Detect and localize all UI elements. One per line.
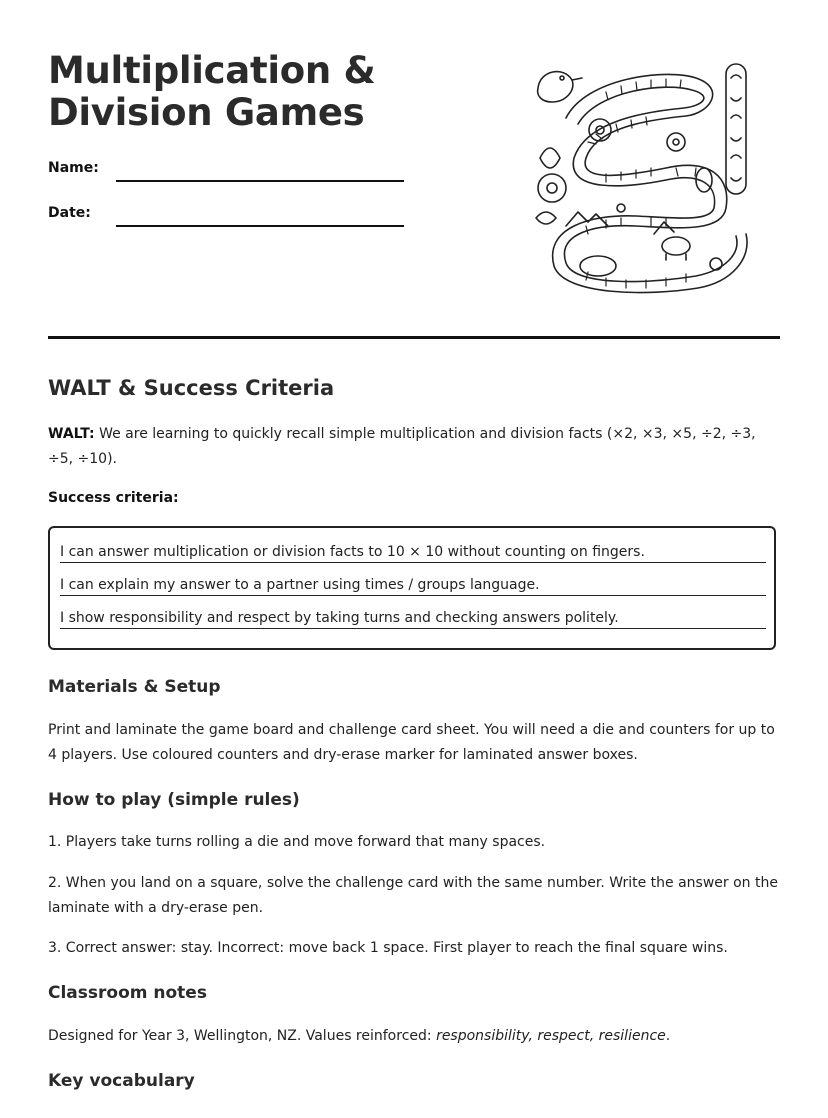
rule-step: 1. Players take turns rolling a die and move forward that many spaces. — [48, 834, 546, 850]
criteria-text: I can answer multiplication or division facts to 10 × 10 without counting on fingers. — [60, 544, 645, 560]
notes-values: responsibility, respect, resilience — [436, 1028, 666, 1044]
date-label: Date: — [48, 205, 91, 221]
success-criteria-label: Success criteria: — [48, 490, 179, 506]
game-board-illustration-icon — [526, 58, 766, 302]
criteria-row — [60, 544, 766, 563]
success-criteria-box — [48, 526, 776, 650]
rule-step: 3. Correct answer: stay. Incorrect: move back 1 space. First player to reach the final square wins. — [48, 940, 728, 956]
walt-label: WALT: — [48, 426, 95, 442]
criteria-row — [60, 610, 766, 629]
classroom-notes-heading: Classroom notes — [48, 983, 207, 1003]
criteria-text: I can explain my answer to a partner using times / groups language. — [60, 577, 540, 593]
notes-suffix: . — [665, 1028, 671, 1044]
how-to-play-heading: How to play (simple rules) — [48, 790, 300, 810]
classroom-notes-text — [48, 1024, 780, 1049]
rule-step: 2. When you land on a square, solve the challenge card with the same number. Write the answer on the laminate with a dry-erase pen. — [48, 875, 778, 916]
walt-statement — [48, 422, 780, 472]
walt-text: We are learning to quickly recall simple multiplication and division facts (×2, ×3, ×5, ÷2, ÷3, ÷5, ÷10). — [48, 426, 756, 467]
date-field[interactable] — [116, 225, 404, 227]
title-line-1: Multiplication & — [48, 49, 376, 92]
header-divider — [48, 336, 780, 339]
criteria-row — [60, 577, 766, 596]
notes-prefix: Designed for Year 3, Wellington, NZ. Values reinforced: — [48, 1028, 437, 1044]
key-vocabulary-heading: Key vocabulary — [48, 1071, 195, 1091]
name-label: Name: — [48, 160, 99, 176]
materials-text: Print and laminate the game board and challenge card sheet. You will need a die and counters for up to 4 players. Use coloured counters and dry-erase marker for laminated answer boxes. — [48, 722, 775, 763]
title-line-2: Division Games — [48, 91, 365, 134]
materials-heading: Materials & Setup — [48, 677, 221, 697]
criteria-text: I show responsibility and respect by taking turns and checking answers politely. — [60, 610, 619, 626]
name-field[interactable] — [116, 180, 404, 182]
page-title — [48, 50, 375, 134]
walt-section-heading: WALT & Success Criteria — [48, 376, 335, 400]
